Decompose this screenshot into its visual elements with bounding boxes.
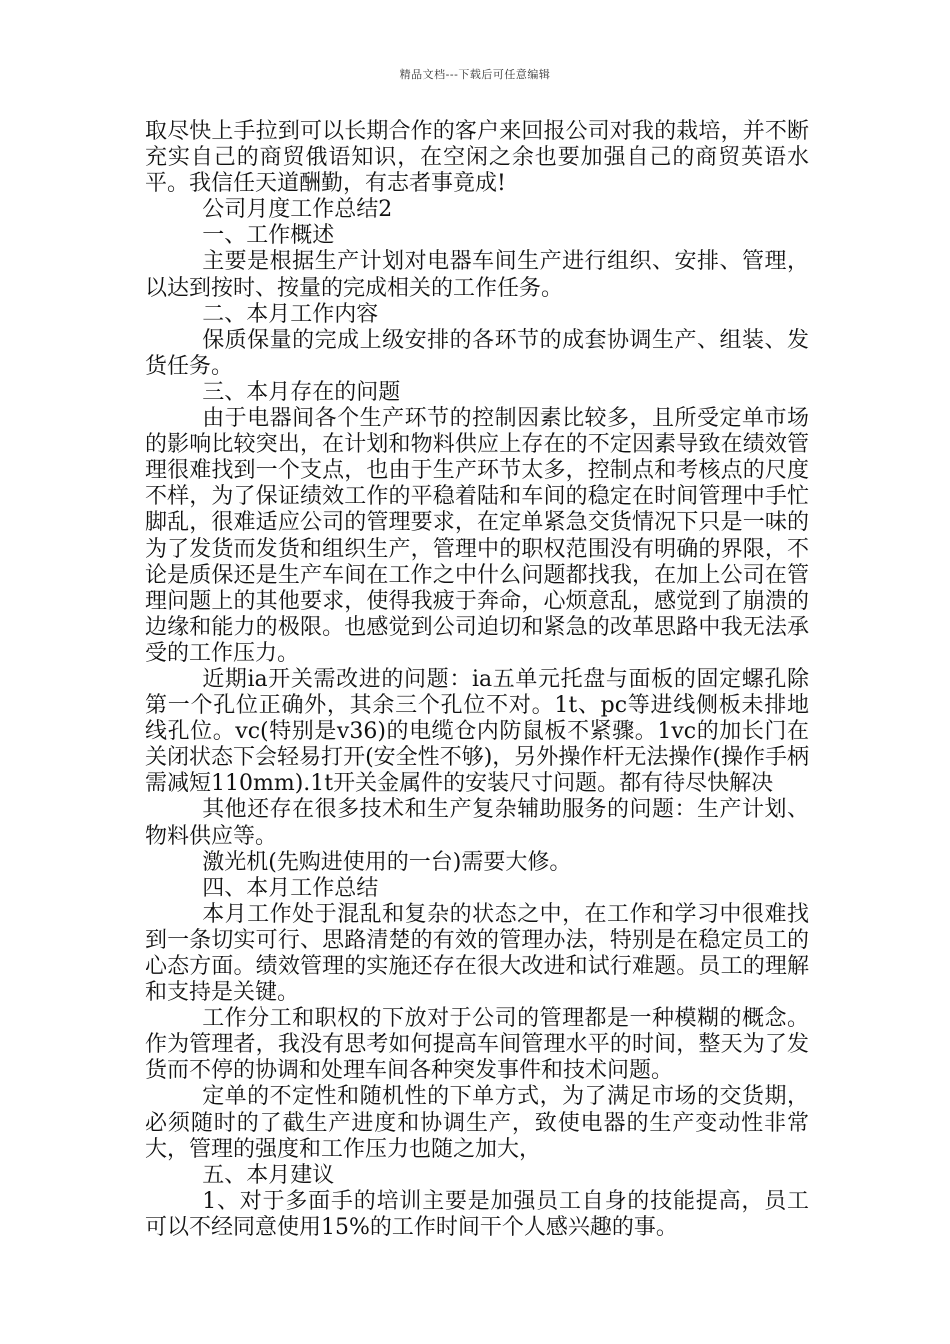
paragraph: 激光机(先购进使用的一台)需要大修。 — [202, 849, 572, 875]
paragraph: 其他还存在很多技术和生产复杂辅助服务的问题：生产计划、物料供应等。 — [145, 797, 809, 849]
paragraph: 定单的不定性和随机性的下单方式，为了满足市场的交货期，必须随时的了截生产进度和协调生产，致使电器的生产变动性非常大，管理的强度和工作压力也随之加大， — [145, 1084, 809, 1162]
page-header: 精品文档---下载后可任意编辑 — [399, 68, 551, 81]
section-heading-1: 一、工作概述 — [202, 223, 335, 249]
section-heading-4: 四、本月工作总结 — [202, 875, 379, 901]
paragraph: 由于电器间各个生产环节的控制因素比较多，且所受定单市场的影响比较突出，在计划和物料供应上存在的不定因素导致在绩效管理很难找到一个支点，也由于生产环节太多，控制点和考核点的尺度不样，为了保证绩效工作的平稳着陆和车间的稳定在时间管理中手忙脚乱，很难适应公司的管理要求，在定单紧急交货情况下只是一味的为了发货而发货和组织生产，管理中的职权范围没有明确的界限，不论是质保还是生产车间在工作之中什么问题都找我，在加上公司在管理问题上的其他要求，使得我疲于奔命，心烦意乱，感觉到了崩溃的边缘和能力的极限。也感觉到公司迫切和紧急的改革思路中我无法承受的工作压力。 — [145, 406, 809, 666]
paragraph: 1、对于多面手的培训主要是加强员工自身的技能提高，员工可以不经同意使用15%的工作时间干个人感兴趣的事。 — [145, 1188, 809, 1240]
paragraph-continuation: 取尽快上手拉到可以长期合作的客户来回报公司对我的栽培，并不断充实自己的商贸俄语知识，在空闲之余也要加强自己的商贸英语水平。我信任天道酬勤，有志者事竟成! — [145, 119, 809, 197]
document-title: 公司月度工作总结2 — [202, 197, 393, 223]
section-heading-5: 五、本月建议 — [202, 1162, 335, 1188]
paragraph: 主要是根据生产计划对电器车间生产进行组织、安排、管理，以达到按时、按量的完成相关的工作任务。 — [145, 249, 809, 301]
paragraph: 本月工作处于混乱和复杂的状态之中，在工作和学习中很难找到一条切实可行、思路清楚的有效的管理办法，特别是在稳定员工的心态方面。绩效管理的实施还存在很大改进和试行难题。员工的理解和支持是关键。 — [145, 901, 809, 1006]
section-heading-3: 三、本月存在的问题 — [202, 379, 401, 405]
paragraph: 工作分工和职权的下放对于公司的管理都是一种模糊的概念。作为管理者，我没有思考如何提高车间管理水平的时间，整天为了发货而不停的协调和处理车间各种突发事件和技术问题。 — [145, 1006, 809, 1084]
paragraph: 近期ia开关需改进的问题：ia五单元托盘与面板的固定螺孔除第一个孔位正确外，其余三个孔位不对。1t、pc等进线侧板未排地线孔位。vc(特别是v36)的电缆仓内防鼠板不紧骤。1vc的加长门在关闭状态下会轻易打开(安全性不够)，另外操作杆无法操作(操作手柄需减短110mm).1t开关金属件的安装尺寸问题。都有待尽快解决 — [145, 666, 809, 797]
document-body — [145, 119, 809, 1241]
section-heading-2: 二、本月工作内容 — [202, 301, 379, 327]
paragraph: 保质保量的完成上级安排的各环节的成套协调生产、组装、发货任务。 — [145, 327, 809, 379]
